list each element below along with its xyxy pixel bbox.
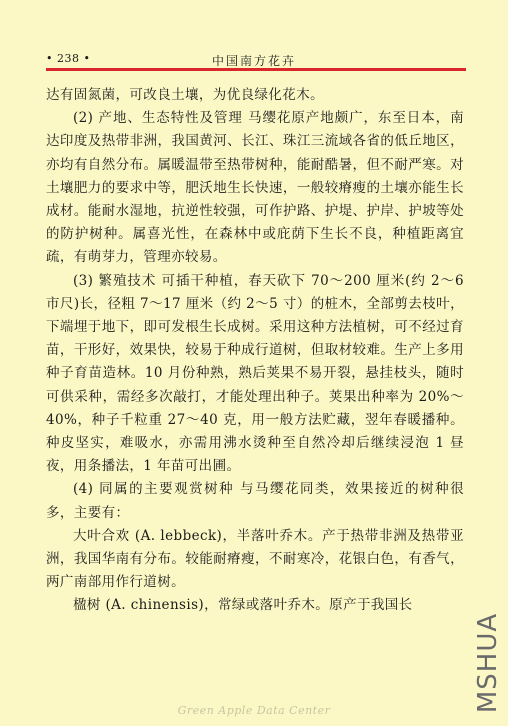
paragraph-origin-ecology: (2) 产地、生态特性及管理 马缨花原产地颇广，东至日本，南达印度及热带非洲，我国黄河、长江、珠江三流域各省的低丘地区，亦均有自然分布。属暖温带至热带树种，能耐酷暑，但不耐严寒。对土壤肥力的要求中等，肥沃地生长快速，一般较瘠瘦的土壤亦能生长成材。能耐水湿地，抗逆性较强，可作护路、护堤、护岸、护坡等处的防护树种。属喜光性，在森林中或庇荫下生长不良，种植距离宜疏，有萌芽力，管理亦较易。	[46, 110, 464, 266]
page-number: • 238 •	[46, 52, 91, 65]
paragraph-propagation: (3) 繁殖技术 可插干种植，春天砍下 70～200 厘米(约 2～6 市尺)长，径粗 7～17 厘米（约 2～5 寸）的桩木，全部剪去枝叶，下端埋于地下，即可发根生长成树。采用这种方法植树，可不经过育苗，干形好，效果快，较易于种成行道树，但取材较难。生产上多用种子育苗造林。10 月份种熟，熟后荚果不易开裂，悬挂枝头，随时可供采种，需经多次敲打，才能处理出种子。荚果出种率为 20%～40%，种子千粒重 27～40 克，用一般方法贮藏，翌年春暖播种。种皮坚实，难吸水，亦需用沸水烫种至自然冷却后继续浸泡 1 昼夜，用条播法，1 年苗可出圃。	[46, 272, 464, 475]
paragraph-lebbeck: 大叶合欢 (A. lebbeck)，半落叶乔木。产于热带非洲及热带亚洲，我国华南有分布。较能耐瘠瘦，不耐寒冷，花银白色，有香气，两广南部用作行道树。	[46, 527, 464, 591]
side-watermark-text: MSHUA	[473, 612, 503, 714]
paragraph-chinensis: 楹树 (A. chinensis)，常绿或落叶乔木。原产于我国长	[73, 597, 413, 614]
bottom-watermark: Green Apple Data Center	[177, 704, 331, 717]
header-rule	[46, 68, 466, 71]
running-title: 中国南方花卉	[211, 54, 296, 68]
paragraph-related-species: (4) 同属的主要观赏树种 与马缨花同类，效果接近的树种很多，主要有：	[46, 481, 464, 521]
paragraph-continuation: 达有固氮菌，可改良土壤，为优良绿化花木。	[46, 87, 324, 103]
side-watermark	[470, 610, 506, 716]
body-text	[46, 84, 464, 618]
